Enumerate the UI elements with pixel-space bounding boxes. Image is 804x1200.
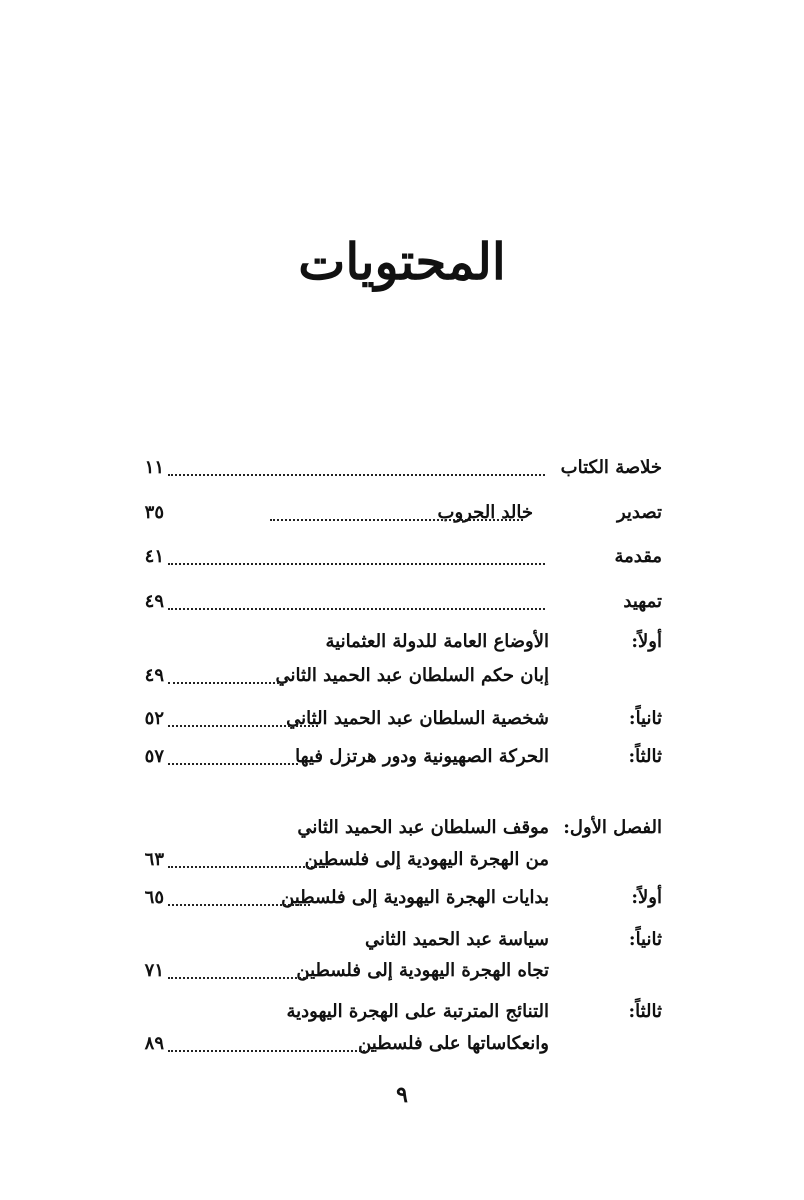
dot-leader xyxy=(168,1048,373,1052)
toc-entry-text: الحركة الصهيونية ودور هرتزل فيها xyxy=(295,746,549,767)
toc-entry-text: بدايات الهجرة اليهودية إلى فلسطين xyxy=(281,887,549,908)
toc-entry-third[interactable] xyxy=(120,741,662,773)
toc-entry-text-line2: من الهجرة اليهودية إلى فلسطين xyxy=(304,849,549,870)
toc-entry-label: مقدمة xyxy=(614,546,662,567)
toc-entry-book-summary[interactable] xyxy=(120,452,662,484)
toc-page-number: ١١ xyxy=(144,457,164,478)
toc-page-number: ٤١ xyxy=(144,546,164,567)
toc-entry-text-line1: التنائج المترتبة على الهجرة اليهودية xyxy=(286,1001,549,1022)
toc-page-number: ٤٩ xyxy=(144,665,164,686)
toc-entry-second[interactable] xyxy=(120,703,662,735)
toc-entry-label: تصدير xyxy=(616,502,662,523)
toc-entry-prefix: ثالثاً: xyxy=(628,1001,662,1022)
toc-entry-text-line1: سياسة عبد الحميد الثاني xyxy=(365,929,549,950)
toc-page-number: ٨٩ xyxy=(144,1033,164,1054)
toc-entry-text-line2: تجاه الهجرة اليهودية إلى فلسطين xyxy=(296,960,549,981)
toc-entry-chapter-one-second[interactable] xyxy=(120,924,662,956)
toc-entry-prefix: أولاً: xyxy=(631,887,662,908)
toc-entry-text-line2: إبان حكم السلطان عبد الحميد الثاني xyxy=(275,665,549,686)
toc-page-number: ٥٧ xyxy=(144,746,164,767)
dot-leader xyxy=(270,517,523,521)
toc-entry-chapter-one-continued[interactable] xyxy=(120,844,662,876)
dot-leader xyxy=(168,761,298,765)
dot-leader xyxy=(168,680,283,684)
toc-entry-prefix: ثانياً: xyxy=(628,929,662,950)
toc-entry-prelude[interactable] xyxy=(120,586,662,618)
dot-leader xyxy=(168,472,545,476)
toc-page-number: ٦٥ xyxy=(144,887,164,908)
toc-entry-chapter-one-third-continued[interactable] xyxy=(120,1028,662,1060)
toc-page-number: ٤٩ xyxy=(144,591,164,612)
page-title: المحتويات xyxy=(298,232,506,291)
dot-leader xyxy=(168,606,545,610)
dot-leader xyxy=(168,864,328,868)
toc-entry-author: خالد الحروب xyxy=(437,502,533,523)
toc-entry-first[interactable] xyxy=(120,626,662,658)
toc-entry-prefix: ثانياً: xyxy=(628,708,662,729)
toc-entry-text-line1: الأوضاع العامة للدولة العثمانية xyxy=(325,631,549,652)
toc-page-number: ٣٥ xyxy=(144,502,164,523)
toc-entry-label: تمهيد xyxy=(623,591,662,612)
toc-entry-text: شخصية السلطان عبد الحميد الثاني xyxy=(286,708,549,729)
toc-page-number: ٥٢ xyxy=(144,708,164,729)
dot-leader xyxy=(168,561,545,565)
toc-page-number: ٧١ xyxy=(144,960,164,981)
toc-entry-prefix: ثالثاً: xyxy=(628,746,662,767)
toc-entry-chapter-one[interactable] xyxy=(120,812,662,844)
dot-leader xyxy=(168,975,308,979)
toc-entry-label: خلاصة الكتاب xyxy=(560,457,662,478)
toc-entry-preface[interactable] xyxy=(120,497,662,529)
toc-entry-prefix: الفصل الأول: xyxy=(563,817,662,838)
toc-entry-chapter-one-first[interactable] xyxy=(120,882,662,914)
dot-leader xyxy=(168,723,318,727)
toc-entry-chapter-one-third[interactable] xyxy=(120,996,662,1028)
toc-entry-first-continued[interactable] xyxy=(120,660,662,692)
page-number: ٩ xyxy=(396,1082,408,1108)
toc-entry-introduction[interactable] xyxy=(120,541,662,573)
toc-entry-chapter-one-second-continued[interactable] xyxy=(120,955,662,987)
toc-page-number: ٦٣ xyxy=(144,849,164,870)
toc-entry-text-line2: وانعكاساتها على فلسطين xyxy=(358,1033,549,1054)
toc-entry-prefix: أولاً: xyxy=(631,631,662,652)
toc-entry-text-line1: موقف السلطان عبد الحميد الثاني xyxy=(297,817,549,838)
dot-leader xyxy=(168,902,310,906)
